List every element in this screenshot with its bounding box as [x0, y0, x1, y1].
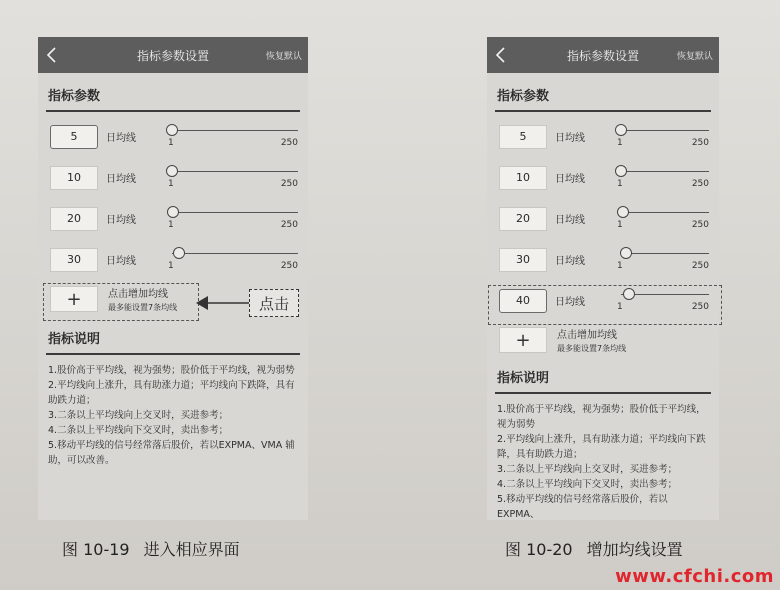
ma-period-input[interactable]: 10: [499, 166, 547, 190]
slider-track: [172, 212, 298, 213]
slider-knob[interactable]: [620, 247, 632, 259]
slider-track: [172, 171, 298, 172]
ma-label: 日均线: [106, 215, 136, 226]
slider-track: [621, 253, 709, 254]
ma-period-input[interactable]: 5: [50, 125, 98, 149]
page-title: 指标参数设置: [136, 48, 209, 63]
add-ma-label: 点击增加均线: [108, 289, 168, 300]
slider-max-label: 250: [691, 301, 709, 312]
ma-slider[interactable]: [166, 204, 298, 234]
description-text: [38, 355, 308, 468]
ma-slider[interactable]: [615, 204, 709, 234]
slider-max-label: 250: [691, 219, 709, 230]
ma-period-input[interactable]: 10: [50, 166, 98, 190]
header-bar: [38, 37, 308, 73]
ma-label: 日均线: [555, 133, 585, 144]
description-line: 3.二条以上平均线向上交叉时，买进参考；: [497, 464, 678, 475]
ma-label: 日均线: [106, 174, 136, 185]
watermark-text: www.cfchi.com: [615, 566, 774, 587]
figure-caption-left: [62, 537, 240, 560]
slider-min-label: 1: [617, 260, 623, 271]
restore-default-button[interactable]: 恢复默认: [676, 51, 713, 62]
slider-knob[interactable]: [615, 124, 627, 136]
ma-row: [38, 116, 308, 157]
back-arrow-icon[interactable]: [487, 37, 515, 73]
ma-period-input[interactable]: 30: [50, 248, 98, 272]
slider-track: [172, 130, 298, 131]
slider-max-label: 250: [691, 137, 709, 148]
highlight-frame: [43, 283, 199, 321]
header-bar: [487, 37, 719, 73]
section-title-desc: 指标说明: [48, 332, 101, 347]
add-ma-hint: 最多能设置7条均线: [108, 303, 178, 312]
ma-row: [487, 198, 719, 239]
description-line: 2.平均线向上涨升，具有助涨力道；平均线向下跌降，具有助跌力道；: [48, 380, 295, 406]
section-title-params: 指标参数: [48, 89, 101, 104]
slider-min-label: 1: [617, 301, 623, 312]
description-line: 1.股价高于平均线，视为强势；股价低于平均线，视为弱势: [497, 404, 706, 430]
page-title: 指标参数设置: [566, 48, 639, 63]
description-text: [487, 394, 719, 520]
restore-default-button[interactable]: 恢复默认: [265, 51, 302, 62]
slider-min-label: 1: [168, 137, 174, 148]
back-arrow-icon[interactable]: [38, 37, 66, 73]
ma-label: 日均线: [555, 256, 585, 267]
figure-title: 增加均线设置: [586, 540, 683, 559]
slider-track: [621, 171, 709, 172]
slider-knob[interactable]: [166, 124, 178, 136]
slider-knob[interactable]: [615, 165, 627, 177]
slider-max-label: 250: [280, 219, 298, 230]
description-line: 5.移动平均线的信号经常落后股价，若以EXPMA、: [497, 494, 668, 520]
slider-max-label: 250: [691, 260, 709, 271]
ma-row: [38, 157, 308, 198]
section-title-desc: 指标说明: [497, 371, 550, 386]
ma-list: [38, 116, 308, 280]
figure-title: 进入相应界面: [143, 540, 240, 559]
slider-track: [621, 212, 709, 213]
ma-slider[interactable]: [615, 122, 709, 152]
ma-label: 日均线: [555, 297, 585, 308]
figure-number: 图 10-20: [505, 540, 573, 559]
slider-track: [621, 130, 709, 131]
section-title-params: 指标参数: [497, 89, 550, 104]
ma-slider[interactable]: [615, 163, 709, 193]
add-ma-row[interactable]: [487, 321, 719, 359]
ma-row: [487, 116, 719, 157]
ma-row: [487, 239, 719, 280]
slider-knob[interactable]: [617, 206, 629, 218]
ma-slider[interactable]: [166, 163, 298, 193]
add-ma-hint: 最多能设置7条均线: [557, 344, 627, 353]
slider-min-label: 1: [617, 137, 623, 148]
description-line: 4.二条以上平均线向下交叉时，卖出参考；: [497, 479, 678, 490]
slider-max-label: 250: [280, 260, 298, 271]
ma-period-input[interactable]: 20: [499, 207, 547, 231]
slider-knob[interactable]: [173, 247, 185, 259]
slider-min-label: 1: [168, 260, 174, 271]
pointer-arrow-icon: [196, 294, 252, 312]
description-line: 2.平均线向上涨升，具有助涨力道；平均线向下跌降，具有助跌力道；: [497, 434, 706, 460]
ma-slider[interactable]: [615, 245, 709, 275]
description-line: 5.移动平均线的信号经常落后股价，若以EXPMA、VMA 辅助，可以改善。: [48, 440, 295, 466]
callout-label: 点击: [249, 289, 299, 317]
ma-slider[interactable]: [166, 245, 298, 275]
description-line: 1.股价高于平均线，视为强势；股价低于平均线，视为弱势: [48, 365, 295, 376]
description-line: 4.二条以上平均线向下交叉时，卖出参考；: [48, 425, 229, 436]
ma-label: 日均线: [106, 256, 136, 267]
ma-period-input[interactable]: 40: [499, 289, 547, 313]
ma-row: [487, 157, 719, 198]
slider-min-label: 1: [617, 219, 623, 230]
ma-row: [38, 198, 308, 239]
ma-period-input[interactable]: 30: [499, 248, 547, 272]
slider-knob[interactable]: [166, 165, 178, 177]
phone-screen-right: [487, 37, 719, 520]
add-ma-label: 点击增加均线: [557, 330, 617, 341]
slider-max-label: 250: [280, 137, 298, 148]
ma-period-input[interactable]: 20: [50, 207, 98, 231]
slider-min-label: 1: [617, 178, 623, 189]
plus-icon[interactable]: +: [499, 327, 547, 353]
phone-screen-left: [38, 37, 308, 520]
ma-label: 日均线: [106, 133, 136, 144]
figure-caption-right: [505, 537, 683, 560]
ma-period-input[interactable]: 5: [499, 125, 547, 149]
ma-row: [38, 239, 308, 280]
slider-min-label: 1: [168, 178, 174, 189]
slider-min-label: 1: [168, 219, 174, 230]
highlight-frame: [488, 285, 722, 325]
ma-slider[interactable]: [166, 122, 298, 152]
figure-number: 图 10-19: [62, 540, 130, 559]
slider-max-label: 250: [691, 178, 709, 189]
plus-icon[interactable]: +: [50, 286, 98, 312]
slider-track: [172, 253, 298, 254]
slider-max-label: 250: [280, 178, 298, 189]
slider-knob[interactable]: [167, 206, 179, 218]
description-line: 3.二条以上平均线向上交叉时，买进参考；: [48, 410, 229, 421]
ma-label: 日均线: [555, 174, 585, 185]
ma-label: 日均线: [555, 215, 585, 226]
